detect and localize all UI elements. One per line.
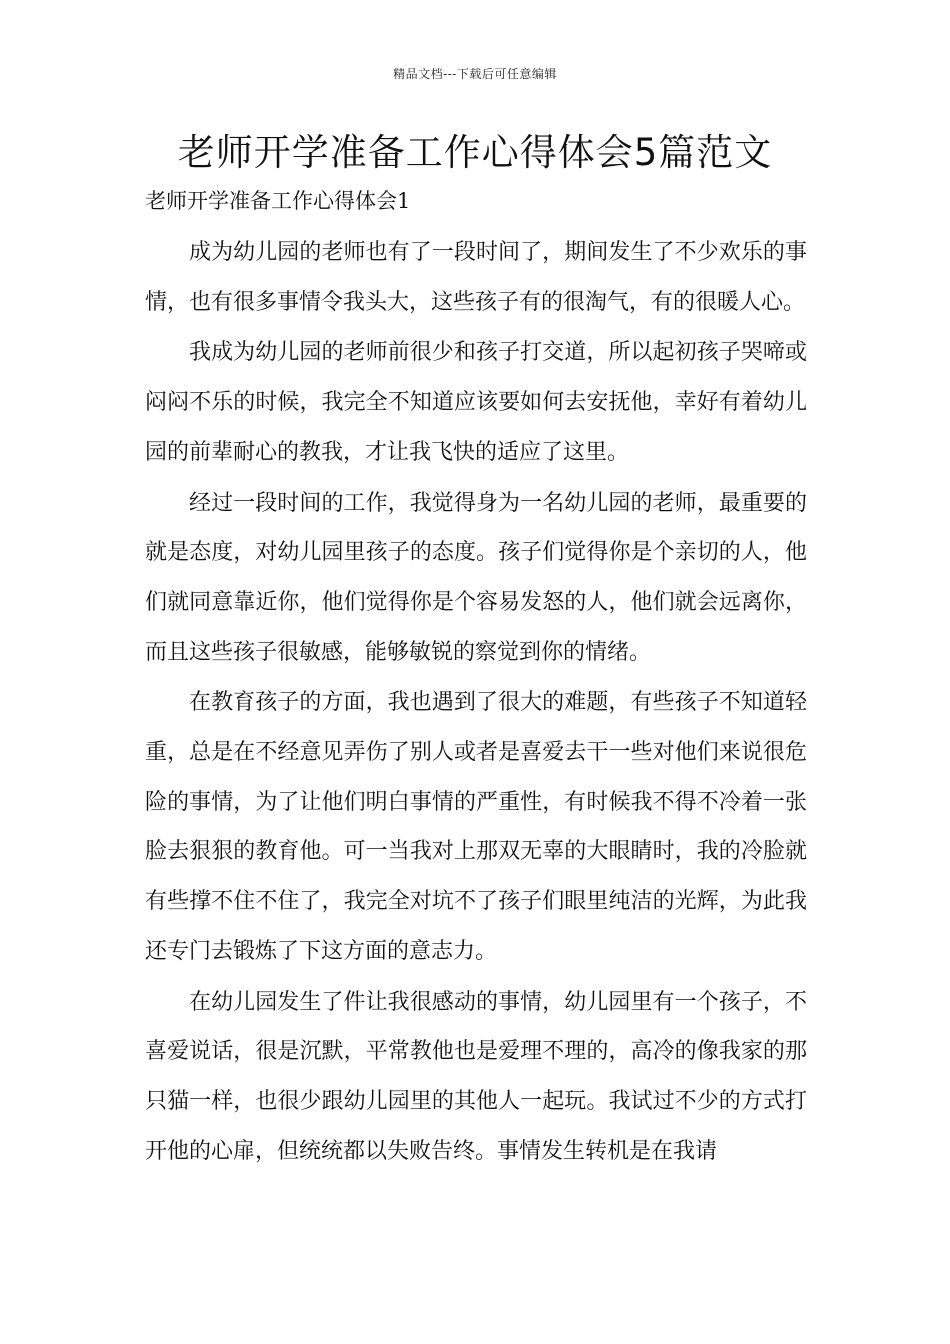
document-title: 老师开学准备工作心得体会5篇范文 [177, 131, 773, 174]
section-heading: 老师开学准备工作心得体会1 [145, 189, 411, 213]
paragraph: 在教育孩子的方面，我也遇到了很大的难题，有些孩子不知道轻重，总是在不经意见弄伤了别人或者是喜爱去干一些对他们来说很危险的事情，为了让他们明白事情的严重性，有时候我不得不冷着一张脸去狠狠的教育他。可一当我对上那双无辜的大眼睛时，我的冷脸就有些撑不住不住了，我完全对坑不了孩子们眼里纯洁的光辉，为此我还专门去锻炼了下这方面的意志力。 [145, 690, 807, 964]
paragraph: 我成为幼儿园的老师前很少和孩子打交道，所以起初孩子哭啼或闷闷不乐的时候，我完全不知道应该要如何去安抚他，幸好有着幼儿园的前辈耐心的教我，才让我飞快的适应了这里。 [145, 340, 807, 465]
page-header: 精品文档---下载后可任意编辑 [393, 67, 557, 81]
document-body [145, 228, 807, 1177]
paragraph: 成为幼儿园的老师也有了一段时间了，期间发生了不少欢乐的事情，也有很多事情令我头大，这些孩子有的很淘气，有的很暖人心。 [145, 240, 807, 315]
paragraph: 在幼儿园发生了件让我很感动的事情，幼儿园里有一个孩子，不喜爱说话，很是沉默，平常教他也是爱理不理的，高冷的像我家的那只猫一样，也很少跟幼儿园里的其他人一起玩。我试过不少的方式打开他的心扉，但统统都以失败告终。事情发生转机是在我请 [145, 989, 807, 1164]
paragraph: 经过一段时间的工作，我觉得身为一名幼儿园的老师，最重要的就是态度，对幼儿园里孩子的态度。孩子们觉得你是个亲切的人，他们就同意靠近你，他们觉得你是个容易发怒的人，他们就会远离你，而且这些孩子很敏感，能够敏锐的察觉到你的情绪。 [145, 490, 807, 665]
